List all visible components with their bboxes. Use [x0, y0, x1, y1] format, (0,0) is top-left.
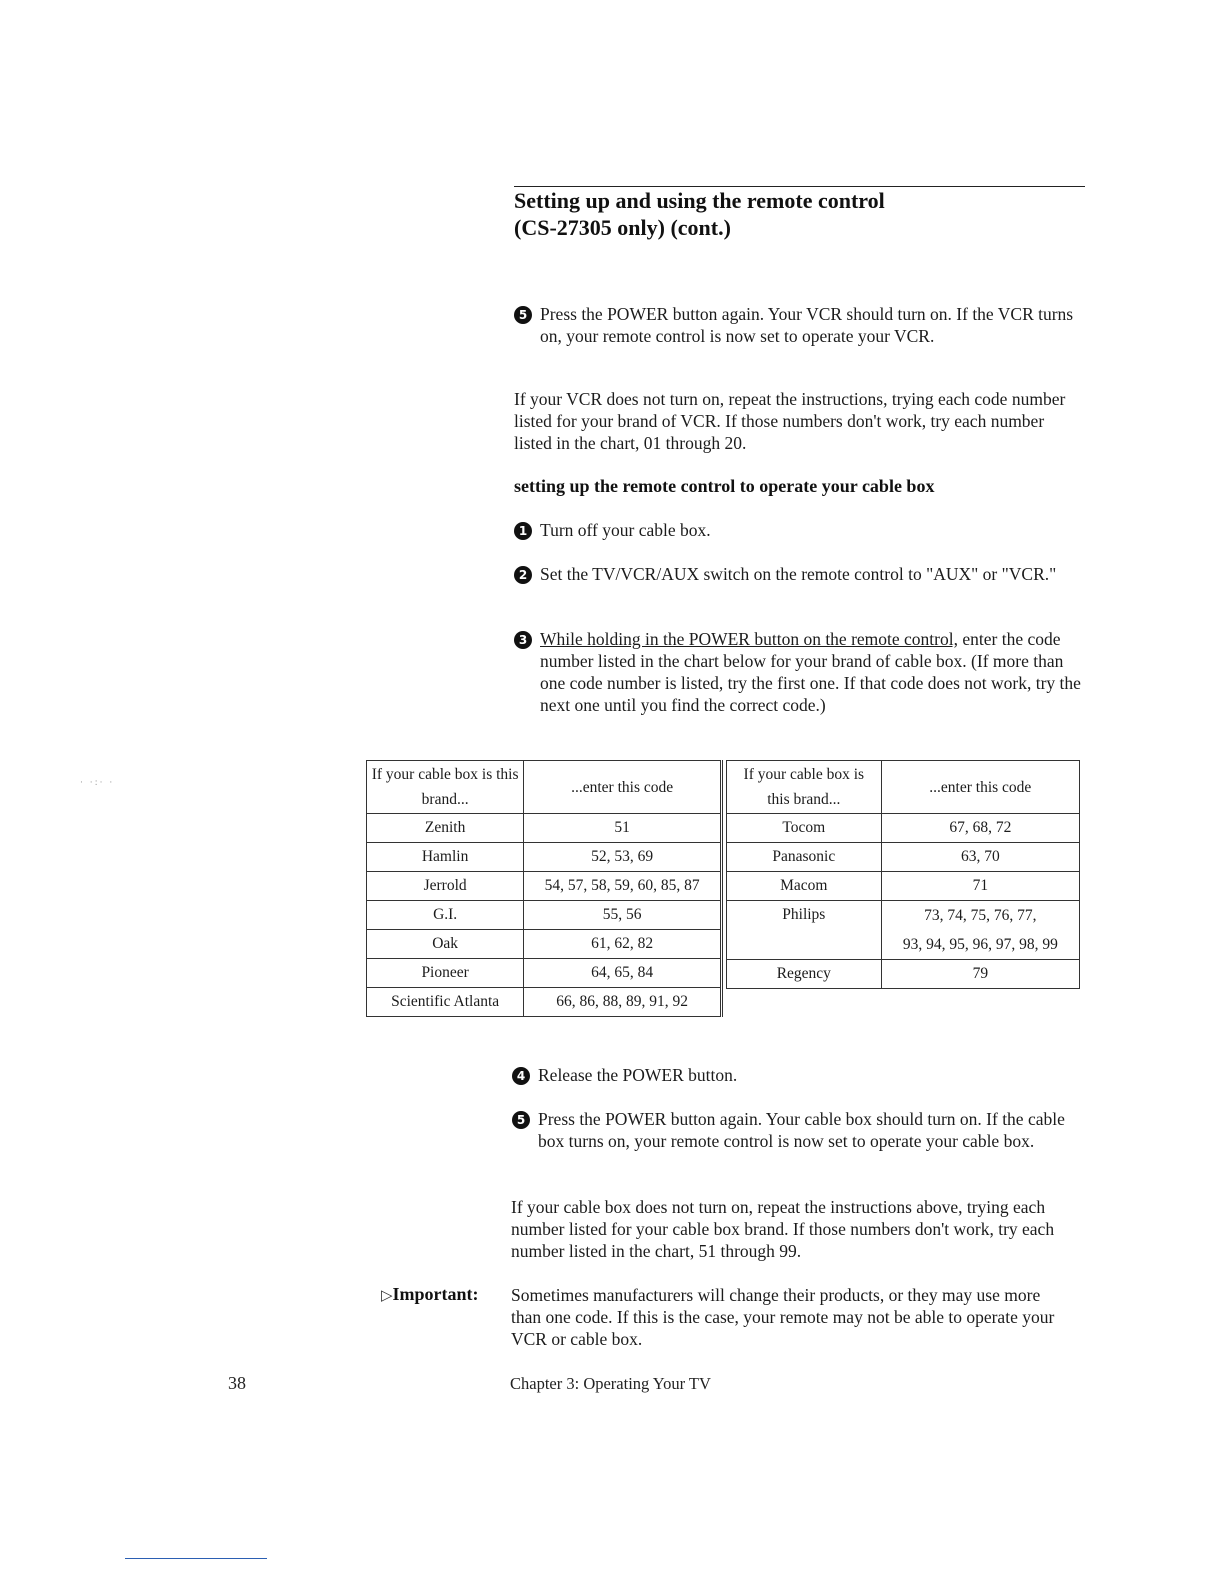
page-title-line-1: Setting up and using the remote control — [514, 188, 885, 213]
cable-step-4 — [512, 1064, 1086, 1086]
code-cell: 54, 57, 58, 59, 60, 85, 87 — [524, 872, 722, 901]
code-cell: 52, 53, 69 — [524, 843, 722, 872]
brand-cell: Philips — [727, 901, 882, 960]
header-code: ...enter this code — [881, 761, 1079, 814]
page-title — [514, 187, 1074, 241]
chapter-footer: Chapter 3: Operating Your TV — [510, 1374, 711, 1393]
step-text: Press the POWER button again. Your VCR should turn on. If the VCR turns on, your remote control is now set to operate your VCR. — [540, 304, 1074, 346]
brand-cell: Tocom — [727, 814, 882, 843]
step-underlined-text: While holding in the POWER button on the remote control, — [540, 629, 958, 649]
step-text: Press the POWER button again. Your cable box should turn on. If the cable box turns on, your remote control is now set to operate your cable box. — [538, 1109, 1065, 1151]
important-text: Sometimes manufacturers will change their products, or they may use more than one code. If this is the case, your remote may not be able to operate your VCR or cable box. — [511, 1285, 1055, 1349]
brand-cell: Regency — [727, 960, 882, 989]
table-header-row — [727, 761, 1080, 814]
step-text: enter the code number listed in the chart below for your brand of cable box. (If more than one code number is listed, try the first one. If that code does not work, try the next one until you find the correct code.) — [540, 629, 1081, 715]
code-line-2: 93, 94, 95, 96, 97, 98, 99 — [902, 936, 1058, 953]
important-marker-icon: ▷ — [381, 1286, 393, 1304]
code-cell: 79 — [881, 960, 1079, 989]
cable-section-heading: setting up the remote control to operate your cable box — [514, 476, 935, 496]
step-number-badge: 3 — [514, 631, 532, 649]
table-row — [367, 930, 722, 959]
brand-cell: Zenith — [367, 814, 524, 843]
code-line-1: 73, 74, 75, 76, 77, — [924, 907, 1037, 924]
table-row — [367, 959, 722, 988]
code-cell: 71 — [881, 872, 1079, 901]
cable-step-3 — [514, 628, 1086, 716]
vcr-step-5 — [514, 303, 1086, 347]
table-row — [367, 843, 722, 872]
table-header-row — [367, 761, 722, 814]
important-label-text: Important: — [392, 1284, 479, 1304]
brand-cell: Jerrold — [367, 872, 524, 901]
brand-cell: Macom — [727, 872, 882, 901]
code-cell: 66, 86, 88, 89, 91, 92 — [524, 988, 722, 1017]
header-brand: If your cable box is this brand... — [367, 761, 524, 814]
cable-code-table-left — [366, 760, 723, 1017]
code-cell: 67, 68, 72 — [881, 814, 1079, 843]
brand-cell: Oak — [367, 930, 524, 959]
table-row — [727, 901, 1080, 960]
brand-cell: Scientific Atlanta — [367, 988, 524, 1017]
step-number-badge: 2 — [514, 566, 532, 584]
step-text: Release the POWER button. — [538, 1065, 738, 1085]
step-text: Set the TV/VCR/AUX switch on the remote control to "AUX" or "VCR." — [540, 564, 1057, 584]
table-row — [727, 814, 1080, 843]
step-number-badge: 4 — [512, 1067, 530, 1085]
scan-speck-decoration: · ·:· · — [80, 778, 115, 788]
table-row — [367, 872, 722, 901]
table-row — [367, 988, 722, 1017]
bottom-edge-line — [125, 1558, 267, 1559]
code-cell: 55, 56 — [524, 901, 722, 930]
code-cell: 61, 62, 82 — [524, 930, 722, 959]
table-row — [367, 814, 722, 843]
step-text: Turn off your cable box. — [540, 520, 711, 540]
header-brand: If your cable box is this brand... — [727, 761, 882, 814]
code-cell: 64, 65, 84 — [524, 959, 722, 988]
page-title-line-2: (CS-27305 only) (cont.) — [514, 215, 731, 240]
table-row — [367, 901, 722, 930]
code-cell — [881, 901, 1079, 960]
cable-code-table-right — [726, 760, 1080, 989]
cable-step-5 — [512, 1108, 1086, 1152]
brand-cell: Pioneer — [367, 959, 524, 988]
cable-step-2 — [514, 563, 1086, 585]
code-cell: 63, 70 — [881, 843, 1079, 872]
cable-step-1 — [514, 519, 1086, 541]
header-code: ...enter this code — [524, 761, 722, 814]
brand-cell: Panasonic — [727, 843, 882, 872]
page-number: 38 — [228, 1373, 246, 1393]
cable-retry-paragraph: If your cable box does not turn on, repeat the instructions above, trying each number listed for your cable box brand. If those numbers don't work, try each number listed in the chart, 51 through 99. — [511, 1197, 1055, 1261]
brand-cell: G.I. — [367, 901, 524, 930]
code-cell: 51 — [524, 814, 722, 843]
brand-cell: Hamlin — [367, 843, 524, 872]
vcr-retry-paragraph: If your VCR does not turn on, repeat the instructions, trying each code number listed for your brand of VCR. If those numbers don't work, try each number listed in the chart, 01 through 20. — [514, 389, 1066, 453]
table-row — [727, 843, 1080, 872]
step-number-badge: 5 — [514, 306, 532, 324]
step-number-badge: 1 — [514, 522, 532, 540]
table-row — [727, 872, 1080, 901]
table-row — [727, 960, 1080, 989]
step-number-badge: 5 — [512, 1111, 530, 1129]
important-label — [381, 1283, 479, 1306]
